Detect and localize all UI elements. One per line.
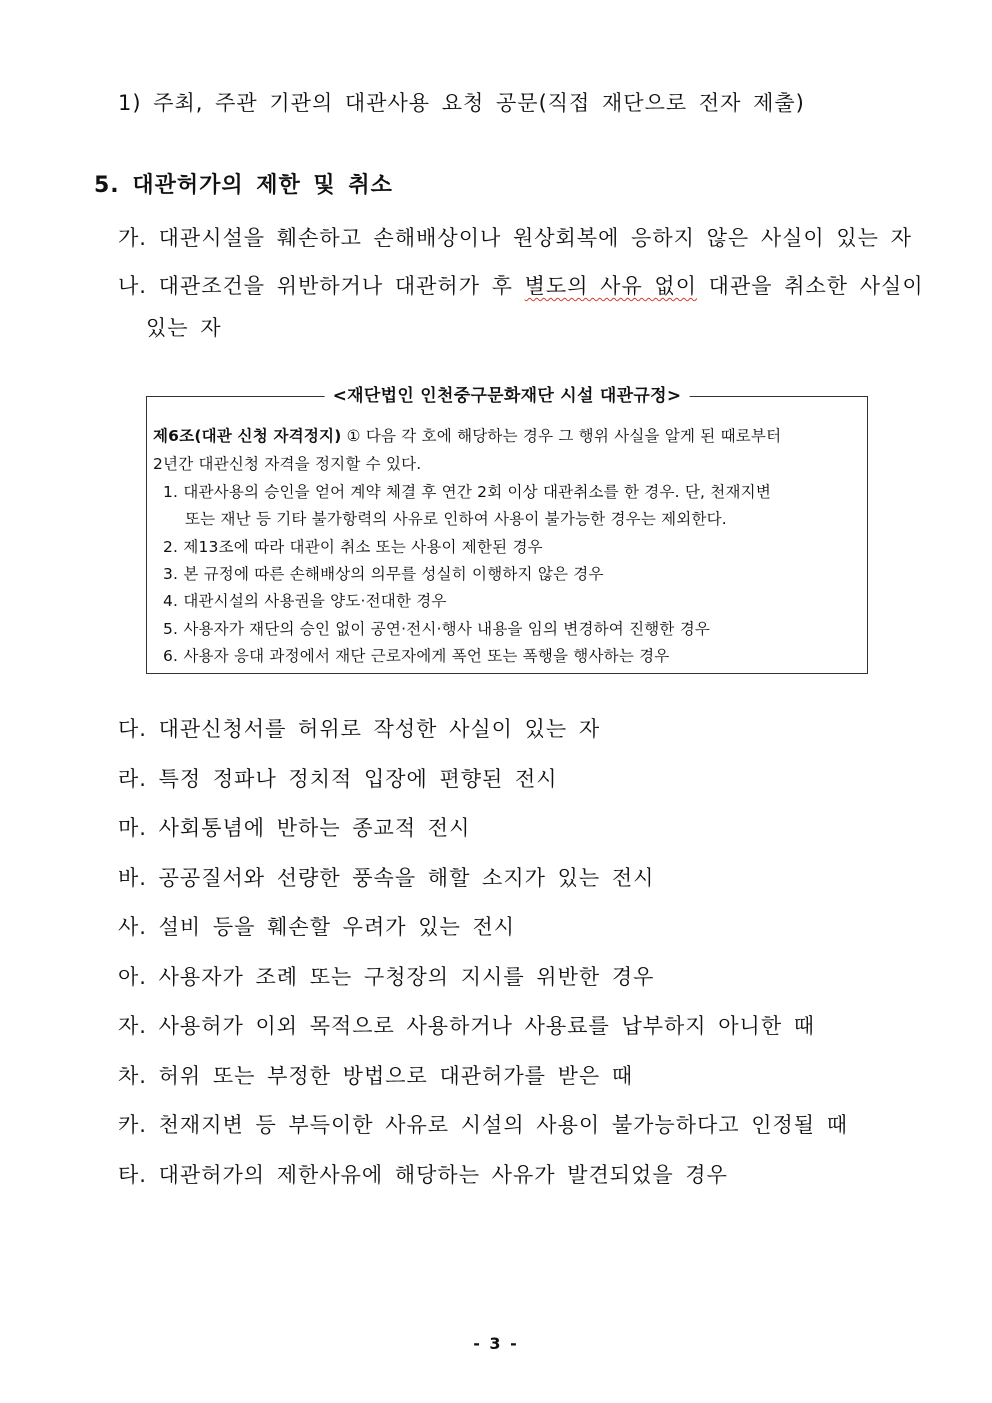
top-item-official-letter: 1) 주최, 주관 기관의 대관사용 요청 공문(직접 재단으로 전자 제출)	[118, 91, 805, 115]
article-line	[153, 425, 781, 447]
item-ba: 바. 공공질서와 선량한 풍속을 해할 소지가 있는 전시	[118, 866, 655, 890]
article-text: ① 다음 각 호에 해당하는 경우 그 행위 사실을 알게 된 때로부터	[341, 427, 782, 445]
item-na-continuation: 있는 자	[146, 316, 222, 340]
clause-4: 4. 대관시설의 사용권을 양도·전대한 경우	[163, 592, 447, 610]
regulation-box-title: <재단법인 인천중구문화재단 시설 대관규정>	[325, 384, 690, 408]
item-ga: 가. 대관시설을 훼손하고 손해배상이나 원상회복에 응하지 않은 사실이 있는 자	[118, 226, 912, 250]
article-label: 제6조(대관 신청 자격정지)	[153, 427, 342, 445]
item-na-text-end: 대관을 취소한 사실이	[697, 274, 924, 298]
item-na-text-start: 나. 대관조건을 위반하거나 대관허가 후	[118, 274, 525, 298]
clause-1: 1. 대관사용의 승인을 얻어 계약 체결 후 연간 2회 이상 대관취소를 한 경우. 단, 천재지변	[163, 483, 771, 501]
item-na	[118, 272, 924, 300]
regulation-box	[146, 386, 868, 674]
clause-1-continuation: 또는 재난 등 기타 불가항력의 사유로 인하여 사용이 불가능한 경우는 제외한다.	[185, 510, 727, 528]
clause-3: 3. 본 규정에 따른 손해배상의 의무를 성실히 이행하지 않은 경우	[163, 565, 604, 583]
item-ma: 마. 사회통념에 반하는 종교적 전시	[118, 816, 471, 840]
item-ka: 카. 천재지변 등 부득이한 사유로 시설의 사용이 불가능하다고 인정될 때	[118, 1113, 849, 1137]
item-na-spellcheck-underlined-text: 별도의 사유 없이	[524, 274, 697, 298]
section-heading: 5. 대관허가의 제한 및 취소	[94, 173, 393, 198]
clause-6: 6. 사용자 응대 과정에서 재단 근로자에게 폭언 또는 폭행을 행사하는 경우	[163, 647, 670, 665]
item-cha: 차. 허위 또는 부정한 방법으로 대관허가를 받은 때	[118, 1064, 634, 1088]
item-ta: 타. 대관허가의 제한사유에 해당하는 사유가 발견되었을 경우	[118, 1163, 728, 1187]
item-ra: 라. 특정 정파나 정치적 입장에 편향된 전시	[118, 767, 558, 791]
item-ja: 자. 사용허가 이외 목적으로 사용하거나 사용료를 납부하지 아니한 때	[118, 1014, 816, 1038]
clause-5: 5. 사용자가 재단의 승인 없이 공연·전시·행사 내용을 임의 변경하여 진행한 경우	[163, 620, 711, 638]
item-da: 다. 대관신청서를 허위로 작성한 사실이 있는 자	[118, 717, 601, 741]
clause-2: 2. 제13조에 따라 대관이 취소 또는 사용이 제한된 경우	[163, 538, 543, 556]
item-sa: 사. 설비 등을 훼손할 우려가 있는 전시	[118, 915, 516, 939]
page-number: - 3 -	[473, 1334, 519, 1353]
item-a: 아. 사용자가 조례 또는 구청장의 지시를 위반한 경우	[118, 965, 655, 989]
article-continuation: 2년간 대관신청 자격을 정지할 수 있다.	[153, 455, 422, 473]
